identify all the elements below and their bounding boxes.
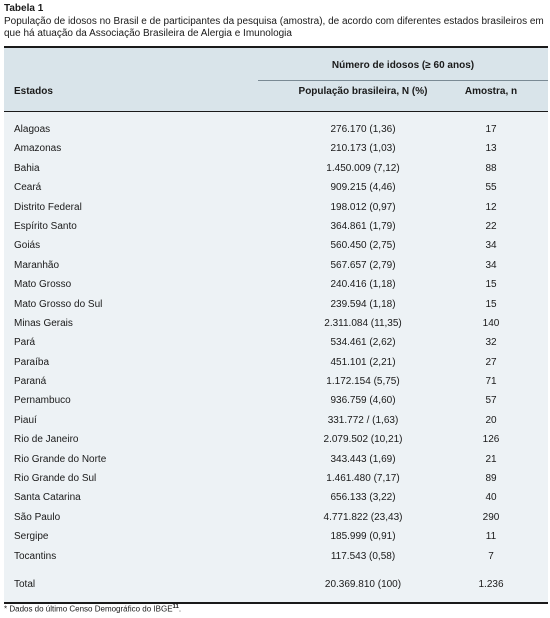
column-header-estados: Estados <box>14 86 53 97</box>
cell-amostra: 40 <box>485 492 497 504</box>
cell-populacao: 239.594 (1,18) <box>330 298 396 310</box>
table-row <box>4 139 548 158</box>
data-table <box>4 46 548 604</box>
cell-estado: Goiás <box>14 240 41 252</box>
cell-estado: Sergipe <box>14 531 49 543</box>
cell-estado: Rio Grande do Sul <box>14 473 97 485</box>
cell-populacao: 117.543 (0,58) <box>330 550 396 562</box>
table-row <box>4 333 548 352</box>
table-row <box>4 236 548 255</box>
cell-estado: Espírito Santo <box>14 220 77 232</box>
cell-estado: Piauí <box>14 414 37 426</box>
table-row <box>4 314 548 333</box>
total-amostra: 1.236 <box>478 578 504 590</box>
cell-amostra: 57 <box>485 395 497 407</box>
cell-amostra: 20 <box>485 414 497 426</box>
table-row <box>4 217 548 236</box>
cell-amostra: 55 <box>485 182 497 194</box>
cell-estado: Alagoas <box>14 124 51 135</box>
cell-estado: Pará <box>14 337 36 349</box>
table-label: Tabela 1 <box>4 3 44 14</box>
cell-amostra: 15 <box>485 298 497 310</box>
cell-populacao: 210.173 (1,03) <box>330 143 396 155</box>
table-header <box>4 48 548 111</box>
cell-estado: Ceará <box>14 182 42 194</box>
cell-estado: Amazonas <box>14 143 62 155</box>
cell-populacao: 534.461 (2,62) <box>330 337 396 349</box>
table-row <box>4 275 548 294</box>
table-row <box>4 488 548 507</box>
caption-text: População de idosos no Brasil e de participantes da pesquisa (amostra), de acordo com diferentes estados brasileiros em que há atuação da Associação Brasileira de Alergia e Imunologia <box>4 15 544 39</box>
cell-estado: Rio de Janeiro <box>14 434 79 446</box>
cell-amostra: 32 <box>485 337 497 349</box>
cell-estado: Santa Catarina <box>14 492 81 504</box>
table-row <box>4 178 548 197</box>
cell-populacao: 331.772 / (1,63) <box>327 414 399 426</box>
cell-populacao: 567.657 (2,79) <box>330 259 396 271</box>
group-rule <box>258 80 548 81</box>
cell-populacao: 560.450 (2,75) <box>330 240 396 252</box>
cell-estado: Distrito Federal <box>14 201 82 213</box>
cell-amostra: 22 <box>485 220 497 232</box>
cell-populacao: 656.133 (3,22) <box>330 492 396 504</box>
table-row <box>4 469 548 488</box>
cell-estado: São Paulo <box>14 511 61 523</box>
cell-amostra: 88 <box>485 162 497 174</box>
table-row <box>4 411 548 430</box>
cell-populacao: 4.771.822 (23,43) <box>323 511 403 523</box>
cell-populacao: 240.416 (1,18) <box>330 279 396 291</box>
cell-estado: Paraná <box>14 376 47 388</box>
cell-populacao: 1.172.154 (5,75) <box>326 376 400 388</box>
table-row <box>4 527 548 546</box>
cell-populacao: 1.461.480 (7,17) <box>326 473 400 485</box>
cell-amostra: 13 <box>485 143 497 155</box>
cell-amostra: 21 <box>485 453 497 465</box>
cell-estado: Mato Grosso <box>14 279 72 291</box>
cell-populacao: 276.170 (1,36) <box>330 124 396 135</box>
cell-amostra: 126 <box>482 434 500 446</box>
cell-estado: Maranhão <box>14 259 60 271</box>
cell-estado: Bahia <box>14 162 40 174</box>
total-row <box>4 566 548 602</box>
cell-amostra: 12 <box>485 201 497 213</box>
cell-amostra: 140 <box>482 317 500 329</box>
column-header-amostra: Amostra, n <box>464 86 518 97</box>
cell-estado: Minas Gerais <box>14 317 73 329</box>
table-row <box>4 372 548 391</box>
cell-populacao: 936.759 (4,60) <box>330 395 396 407</box>
cell-populacao: 2.079.502 (10,21) <box>323 434 403 446</box>
footnote-text: * Dados do último Censo Demográfico do IBGE <box>4 604 173 614</box>
table-row <box>4 508 548 527</box>
table-body <box>4 112 548 602</box>
table-row <box>4 256 548 275</box>
cell-populacao: 364.861 (1,79) <box>330 220 396 232</box>
cell-estado: Rio Grande do Norte <box>14 453 107 465</box>
cell-amostra: 34 <box>485 259 497 271</box>
table-row <box>4 430 548 449</box>
cell-amostra: 290 <box>482 511 500 523</box>
cell-amostra: 15 <box>485 279 497 291</box>
cell-amostra: 71 <box>485 376 497 388</box>
table-caption <box>4 3 549 41</box>
cell-estado: Mato Grosso do Sul <box>14 298 103 310</box>
footnote <box>4 604 181 614</box>
table-row <box>4 159 548 178</box>
cell-populacao: 198.012 (0,97) <box>330 201 396 213</box>
cell-amostra: 27 <box>485 356 497 368</box>
cell-estado: Pernambuco <box>14 395 71 407</box>
table-row <box>4 120 548 139</box>
table-row <box>4 198 548 217</box>
total-populacao: 20.369.810 (100) <box>324 578 402 590</box>
table-row <box>4 295 548 314</box>
cell-populacao: 2.311.084 (11,35) <box>324 317 402 329</box>
cell-amostra: 17 <box>485 124 497 135</box>
cell-estado: Tocantins <box>14 550 57 562</box>
total-label: Total <box>14 578 36 590</box>
table-row <box>4 353 548 372</box>
cell-populacao: 1.450.009 (7,12) <box>326 162 400 174</box>
cell-populacao: 451.101 (2,21) <box>330 356 396 368</box>
cell-estado: Paraíba <box>14 356 50 368</box>
table-row <box>4 391 548 410</box>
table-row <box>4 547 548 566</box>
cell-populacao: 909.215 (4,46) <box>330 182 396 194</box>
group-header: Número de idosos (≥ 60 anos) <box>331 60 475 71</box>
cell-amostra: 7 <box>488 550 494 562</box>
cell-amostra: 11 <box>485 531 497 543</box>
table-row <box>4 450 548 469</box>
cell-amostra: 34 <box>485 240 497 252</box>
column-header-populacao: População brasileira, N (%) <box>298 86 428 97</box>
cell-populacao: 185.999 (0,91) <box>330 531 396 543</box>
table-rows <box>4 120 548 566</box>
cell-populacao: 343.443 (1,69) <box>330 453 396 465</box>
footnote-ref: 11 <box>172 604 179 610</box>
footnote-end: . <box>178 604 182 614</box>
cell-amostra: 89 <box>485 473 497 485</box>
